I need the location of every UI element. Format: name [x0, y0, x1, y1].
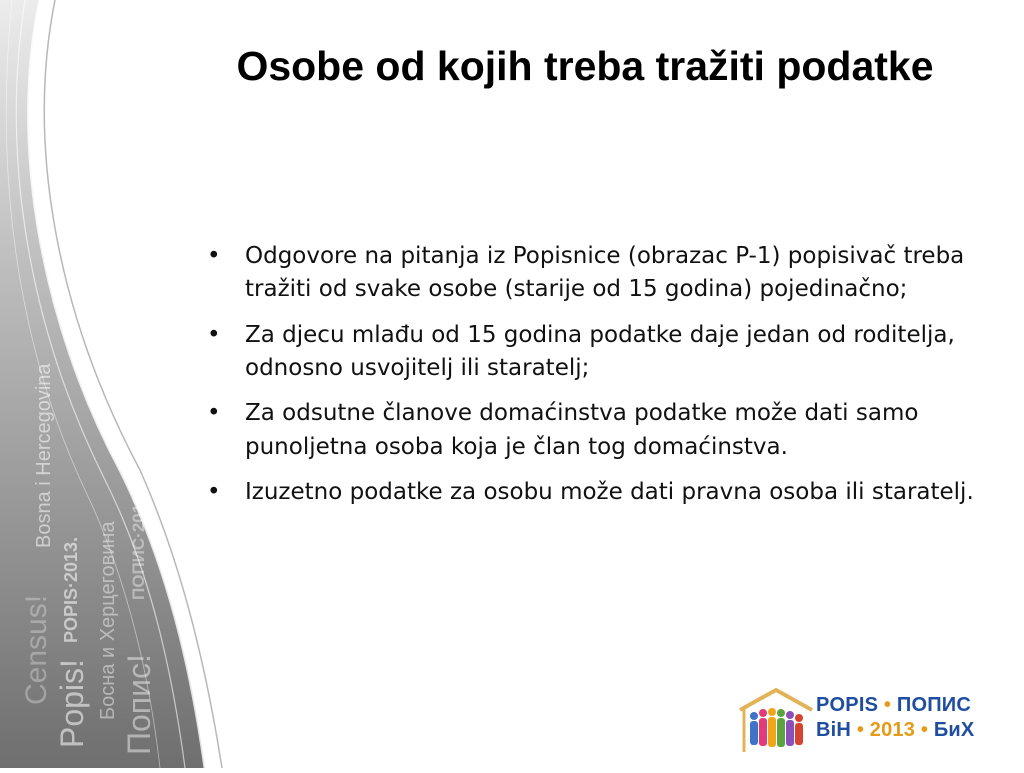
bullet-item [205, 397, 975, 464]
logo-separator: • [920, 719, 929, 741]
side-text-popis: Popis! [54, 659, 90, 748]
census-logo [736, 686, 986, 756]
bullet-dot-icon: • [207, 243, 221, 269]
logo-separator: • [883, 694, 892, 716]
side-text-census: Census! [20, 594, 53, 705]
bullet-list [205, 240, 975, 521]
people-house-icon [736, 686, 816, 756]
logo-year: 2013 [869, 719, 916, 741]
logo-popis-cyr: ПОПИС [896, 694, 971, 716]
bullet-text: Izuzetno podatke za osobu može dati pravna osoba ili staratelj. [245, 479, 974, 506]
bullet-dot-icon: • [207, 321, 221, 348]
logo-bih-cyr: БиХ [933, 719, 975, 741]
bullet-text: Za odsutne članove domaćinstva podatke može dati samo punoljetna osoba koja je član tog domaćinstva. [245, 400, 919, 460]
bullet-dot-icon: • [207, 479, 221, 506]
side-text-popis-2013: POPIS·2013. [61, 536, 81, 643]
logo-popis: POPIS [816, 694, 879, 716]
side-text-bih: Bosna i Hercegovina [33, 363, 55, 548]
logo-line-1 [816, 694, 971, 717]
bullet-text: Odgovore na pitanja iz Popisnice (obrazac P-1) popisivač treba tražiti od svake osobe (starije od 15 godina) pojedinačno; [245, 243, 965, 303]
bullet-dot-icon: • [207, 400, 221, 427]
bullet-item [205, 240, 975, 307]
side-text-popis-cyr-2013: ПОПИС·2013. [129, 489, 148, 600]
logo-line-2 [816, 719, 974, 742]
bullet-item [205, 476, 975, 509]
slide-title: Osobe od kojih treba tražiti podatke [236, 43, 934, 89]
bullet-item [205, 319, 975, 386]
side-text-bosna-cyr: Босна и Херцеговина [97, 521, 119, 720]
logo-bih: BiH [816, 719, 852, 741]
logo-separator: • [856, 719, 865, 741]
bullet-text: Za djecu mlađu od 15 godina podatke daje jedan od roditelja, odnosno usvojitelj ili staratelj; [245, 321, 955, 382]
side-text-popis-cyr: Попис! [121, 654, 157, 755]
